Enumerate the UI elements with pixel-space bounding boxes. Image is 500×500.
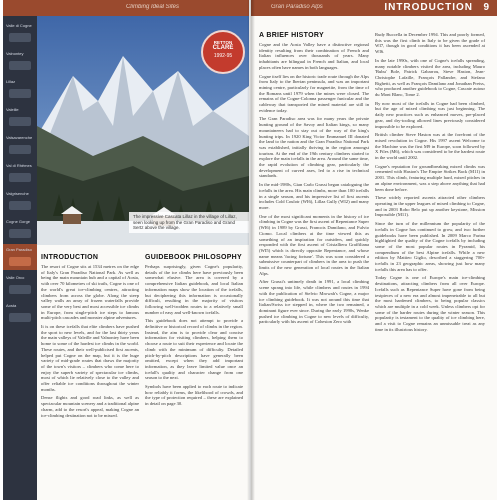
history-heading: A BRIEF HISTORY xyxy=(259,32,324,39)
paragraph: One of the most significant moments in the history of ice climbing in Cogne was the first ascent of Repentance Super (WI6) in 1989 by Grassi, Francois Damilano, and Fulvio Ciomo. Local climbers at the time viewed this as something of an inspiration for outsiders, and quickly responded with the first ascent of Cristalliera Graffiliana (WI5) which is directly opposite Repentance, and whose name means 'facing fortune'. This was soon considered a submissive counterpart of climbers in the area to push the limits of the new generation of local routes in the Italian Alps. xyxy=(259,213,369,276)
side-tab[interactable] xyxy=(3,300,37,326)
paragraph: The resort of Cogne sits at 1534 metres on the edge of Italy's Gran Paradiso National Park. As well as being the main mountain hub and a capital of Aosta, with over 70 kilometres of ski trails, Cogne is one of the world's great ice-climbing centres, attracting climbers from across the globe. Along the steep valley walls an array of frozen waterfalls provide some of the very best and most accessible ice climbs in Europe, from single-pitch ice steps to famous multi-pitch cascades and monster alpine adventures. xyxy=(41,264,139,321)
paragraph: The Gran Paradiso area was for many years the private hunting ground of the Savoy and Italian kings, so many mountaineers had to stay out of the way of the king's hunting trips. In 1920 King Victor Emmanuel III donated the land to the nation and the Gran Paradiso National Park was established, initially thriving in the region amongst tourism. At the end of the 19th century climbers started to explore the main icefalls in the area. Around the same time, the rapid evolution of climbing gear, particularly the development of curved axes, led to a rise in technical standards. xyxy=(259,116,369,179)
photo-caption: The impressive Cascata Lillaz in the village of Lillaz, seen looking up from the Gran Paradiso and Grand Sertz above the village. xyxy=(129,212,249,233)
side-tab-label: Lillaz xyxy=(6,79,16,84)
route-stamp xyxy=(201,30,245,74)
stamp-line-3: 1992-95 xyxy=(213,53,233,59)
side-tab-marker xyxy=(9,173,31,182)
side-tab-marker xyxy=(9,285,31,294)
side-tab-marker xyxy=(9,61,31,70)
side-tab-marker xyxy=(9,313,31,322)
section-title: INTRODUCTION xyxy=(384,2,473,13)
left-page xyxy=(3,0,249,500)
side-tab-marker xyxy=(9,145,31,154)
side-tab[interactable] xyxy=(3,76,37,102)
area-side-tabs xyxy=(3,16,37,500)
side-tab-label: Valgrisenche xyxy=(6,191,29,196)
side-tab-label: Aosta xyxy=(6,303,17,308)
paragraph: In the late 1990s, with one of Cogne's icefalls spreading, many notable climbers visited the area, including Mauro 'Bubu' Bole, Patrick Gabarrou, Steve Haston, Jean-Christophe Lafaille, François Pallandre, and Stefano Righetti, as well as François Damilano and Jonathan Preiss, who produced another guidebook to Cogne, Cascate autour du Mont Blanc, Tome 2. xyxy=(375,57,485,98)
side-tab-marker xyxy=(9,257,31,266)
side-tab-active[interactable] xyxy=(3,244,37,270)
right-running-head: Gran Paradiso Alps xyxy=(271,4,323,10)
history-column xyxy=(259,32,369,328)
paragraph: British climber Steve Haston was at the forefront of the mixed revolution in Cogne. His 1997 ascent Welcome to the Machine was the first M9 in Europe, soon followed by X Files (M6), which was considered to be the hardest route in the world until 2002. xyxy=(375,132,485,161)
side-tab[interactable] xyxy=(3,132,37,158)
paragraph: Cogne's reputation for groundbreaking mixed climbs was cemented with Haston's The Empire Strikes Back (M11) in 2001. This climb, featuring multiple hard, mixed pitches in an alpine environment, was a step above anything that had been done before. xyxy=(375,163,485,192)
book-spread xyxy=(3,0,497,500)
side-tab[interactable] xyxy=(3,48,37,74)
paragraph: Rudy Buccella in December 1994. This and poorly formed, this was the first climb in Italy to be given the grade of WI7, though in good conditions it has been ascended at WI6. xyxy=(375,32,485,55)
side-tab-label: Gran Paradiso xyxy=(6,247,32,252)
paragraph: By now most of the icefalls in Cogne had been climbed, but the age of mixed climbing was just beginning. The daily new practices such as enhanced moves, pre-placed gear, and dry-tooling allowed lines previously considered impossible to be explored. xyxy=(375,100,485,129)
guidebook-heading: GUIDEBOOK PHILOSOPHY xyxy=(145,254,243,261)
side-tab-label: Cogne Gorge xyxy=(6,219,31,224)
paragraph: It is on these icefalls that elite climbers have pushed the sport to new levels, and for the last thirty years the main valleys of Valeille and Valnontey have been home to some of the hardest ice climbs in the world. These routes, and their well-publicised first ascents, helped put Cogne on the map, but it is the huge variety of mid-grade routes that draws the majority of the town's visitors – climbers who come here to enjoy the superb variety of spectacular ice climbs, most of which lie relatively close to the valley and offer reliable ice conditions throughout the winter months. xyxy=(41,324,139,392)
paragraph: Perhaps surprisingly, given Cogne's popularity, details of the ice climbs here have previously been somewhat elusive. The area is covered by a comprehensive Italian guidebook, and local Italian information maps show the location of the icefalls, but deciphering this information is occasionally difficult, resulting in the majority of visitors following well-trodden routes to a relatively small number of easy and well-known icefalls. xyxy=(145,264,243,315)
side-tab-label: Valle di Cogne xyxy=(6,23,32,28)
page-number: 9 xyxy=(483,2,489,13)
side-tab-marker xyxy=(9,229,31,238)
right-header-bar xyxy=(251,0,497,16)
side-tab-label: Valle Orco xyxy=(6,275,25,280)
right-page xyxy=(251,0,497,500)
side-tab-label: Valnontey xyxy=(6,51,24,56)
side-tab[interactable] xyxy=(3,272,37,298)
side-tab-label: Valsavarenche xyxy=(6,135,33,140)
side-tab-marker xyxy=(9,33,31,42)
side-tab[interactable] xyxy=(3,20,37,46)
book-gutter xyxy=(247,0,255,500)
side-tab-marker xyxy=(9,89,31,98)
paragraph: Dense flights and good road links, as well as spectacular mountain scenery and a traditional alpine charm, add to the resort's appeal, making Cogne an ice-climbing destination not to be missed. xyxy=(41,395,139,418)
paragraph: This guidebook does not attempt to provide a definitive or historical record of climbs in the region. Instead, the aim is to provide clear and concise information for visiting climbers, helping them to choose a route to suit their experience and locate the climb with the minimum of difficulty. Detailed pitch-by-pitch descriptions have generally been omitted, except when they add important information, as they leave limited value once an icefall's quality and character change from one season to the next. xyxy=(145,318,243,381)
side-tab[interactable] xyxy=(3,104,37,130)
side-tab-label: Val di Rhêmes xyxy=(6,163,32,168)
paragraph: Cogne itself lies on the historic trade route through the Alps from Italy to the Iberian peninsula, and was an important mining centre, particularly for magnetite, from the time of the Romans until 1979 when the mines were closed. The remains of the Cogne-Colonna passenger funicular and the cableway that transported the mined material are still in evidence today. xyxy=(259,73,369,113)
paragraph: In the mid-1980s, Gian Carlo Grassi began cataloguing the icefalls in the area. His main climbs, more than 100 icefalls in a single season, and his impressive list of first ascents includes Cold Couloir (WI6), Lillaz Gully (WI2) and many more. xyxy=(259,182,369,210)
paragraph: After Grassi's untimely death in 1991, a local climbing scene sprang into life, while climbers and routes in 1994 with the publication of Stelvio Mrowah's Cogne, a major ice climbing guidebook. It was not around this time that Italian/Swiss ice stepped in, where the two remained, a dominant figure ever since. During the early 1990s, Wenke pushed ice climbing in Cogne to new levels of difficulty, particularly with his ascent of Cohesion Zero with xyxy=(259,279,369,325)
introduction-column xyxy=(41,254,139,421)
paragraph: Since the turn of the millennium the popularity of the icefalls in Cogne has continued to grow, and two further guidebooks have been published. In 2009 Marco Farina highlighted the quality of the Cogne icefalls by including some of the most popular routes in Pyramid, his compendium of the best Alpine icefalls. While a new edition by Mattieo Giglio, described a staggering 700+ icefalls in 23 geographic areas, showing just how many icefalls this area has to offer. xyxy=(375,221,485,272)
side-tab[interactable] xyxy=(3,216,37,242)
side-tab-marker xyxy=(9,201,31,210)
stamp-line-1: RETTON xyxy=(213,40,233,45)
paragraph: Symbols have been applied to each route to indicate how reliably it forms, the likelihood of crowds, and the type of protection required – these are explained in detail on page 30. xyxy=(145,384,243,407)
side-tab[interactable] xyxy=(3,188,37,214)
paragraph: Today Cogne is one of Europe's main ice-climbing destinations, attracting climbers from all over Europe. Icefalls such as Repentance Super have gone from being testpieces of a new era and almost impenetrable to all but the most hardened climbers, to being popular classics which are multiple in a cold week. Unless climbers opt for some of the harder routes during the winter season. This popularity is testament to the quality of ice climbing here, and a visit to Cogne remains an unmissable treat as any time in its illustrious history. xyxy=(375,275,485,332)
paragraph: Cogne and the Aosta Valley have a distinctive regional identity resulting from their combination of French and Italian influences over thousands of years. Many inhabitants are bilingual in French and Italian, and local places often have names in both languages. xyxy=(259,42,369,70)
side-tab-marker xyxy=(9,117,31,126)
introduction-heading: INTRODUCTION xyxy=(41,254,99,261)
paragraph: These widely reported ascents attracted other climbers operating in the upper leagues of mixed climbing to Cogne, and in 2003 Robo Belo put up another keystone, Mission Impossible (M11). xyxy=(375,195,485,218)
left-running-head: Climbing Ideal Sites xyxy=(125,4,179,10)
left-header-bar xyxy=(3,0,249,16)
side-tab-label: Valeille xyxy=(6,107,19,112)
side-tab[interactable] xyxy=(3,160,37,186)
guidebook-column xyxy=(145,254,243,410)
history-continued-column xyxy=(375,32,485,335)
stamp-line-2: CLARE xyxy=(212,45,234,51)
